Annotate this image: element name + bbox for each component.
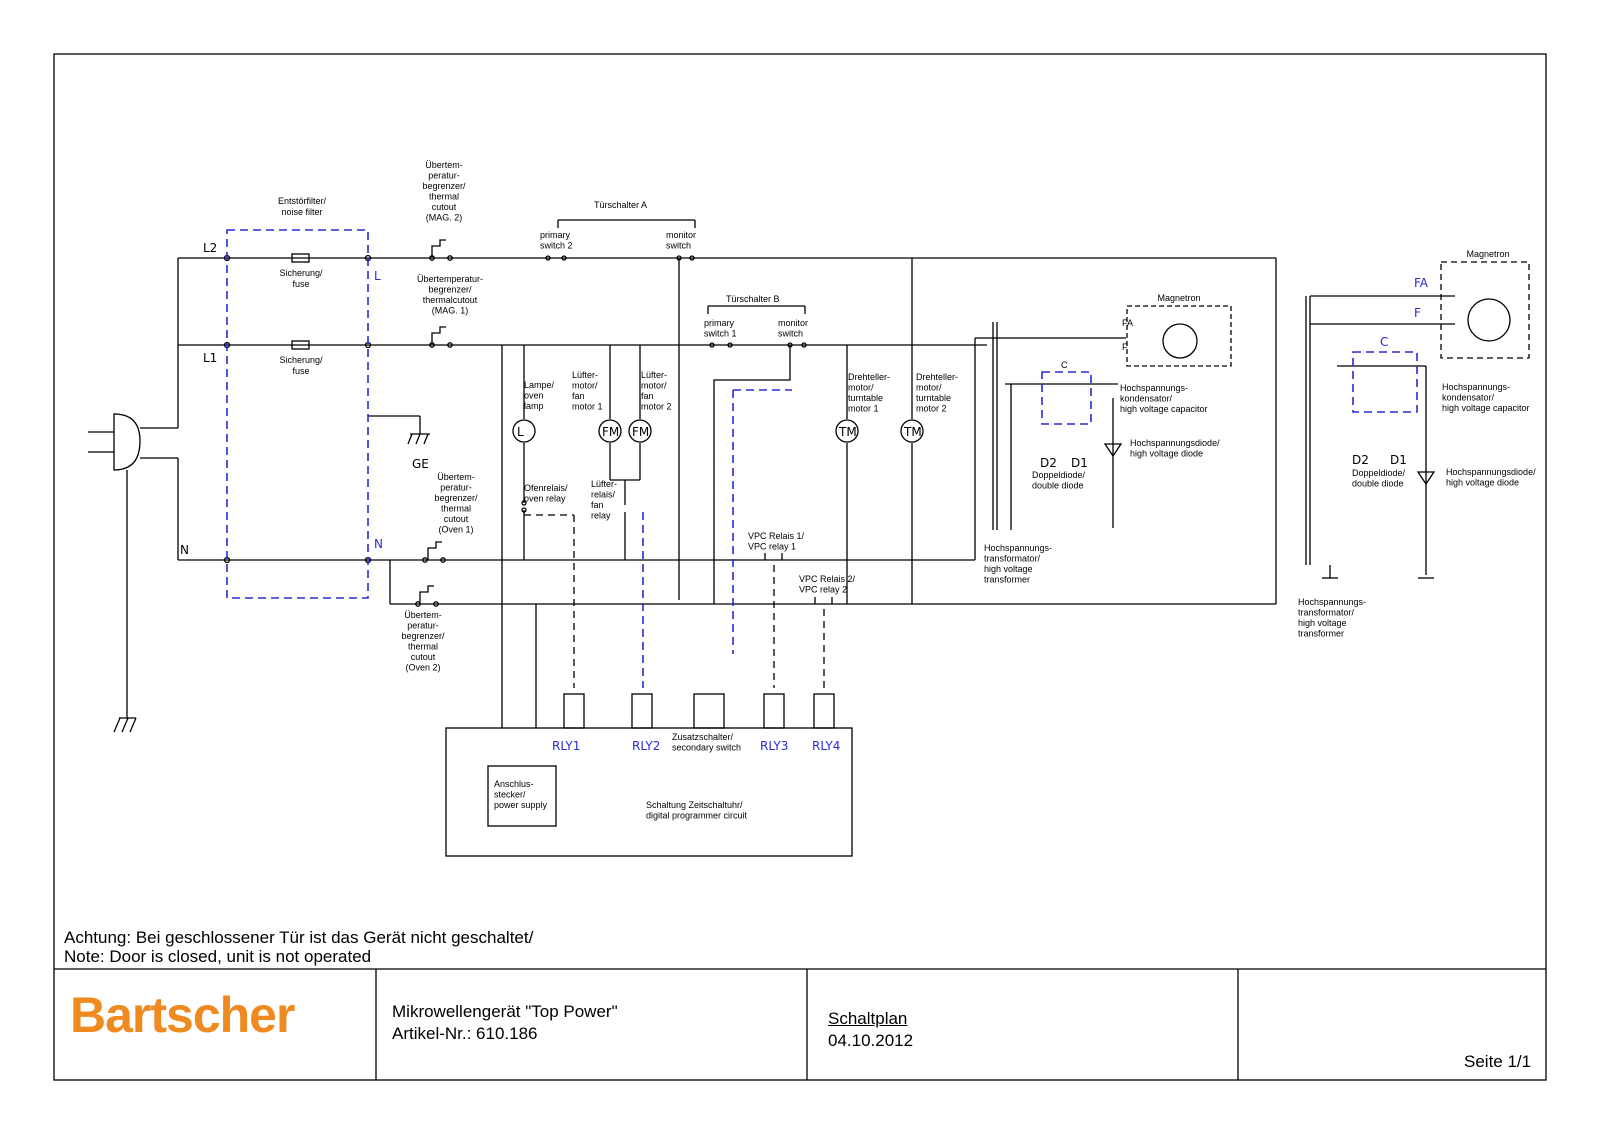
- doppel1-line: Doppeldiode/: [1032, 470, 1086, 480]
- svg-text:fuse: [292, 366, 309, 376]
- vpc2-line: VPC relay 2: [799, 584, 848, 595]
- ueb-mag1-line: Übertemperatur-: [416, 274, 484, 284]
- thermal-cutout-oven1-label: [434, 472, 478, 535]
- ueb-mag1-line: begrenzer/: [428, 284, 472, 295]
- thermal-cutout-oven2: [416, 586, 438, 606]
- luefter1-line: motor/: [572, 380, 598, 391]
- ofenrelais-line: Ofenrelais/: [524, 483, 568, 493]
- hv-cap1-line: high voltage capacitor: [1120, 404, 1208, 414]
- oven-lamp-label: [524, 380, 555, 411]
- hv-trafo1-line: Hochspannungs-: [984, 543, 1053, 553]
- primary-switch-1-label: [704, 318, 737, 339]
- page-number: Seite 1/1: [1464, 1052, 1532, 1071]
- hv-trafo1-line: transformator/: [984, 553, 1041, 564]
- magnetron-2: [1468, 299, 1510, 341]
- rail-l2-label: L2: [203, 241, 218, 255]
- luefter2-line: fan: [641, 391, 654, 401]
- monitor-b-line: switch: [778, 328, 804, 339]
- schaltung-line: digital programmer circuit: [646, 810, 748, 821]
- d2-label-2: D2: [1352, 453, 1369, 467]
- mains-plug: [114, 414, 140, 470]
- turntable-motor-1-symbol: TM: [839, 425, 857, 439]
- primary1-line: switch 1: [704, 328, 737, 339]
- monitor-a-line: switch: [666, 240, 692, 251]
- hv-diode1-line: high voltage diode: [1130, 448, 1204, 459]
- hv-capacitor-1-label: [1120, 383, 1208, 414]
- vpc1-line: VPC Relais 1/: [748, 531, 805, 541]
- hv-trafo2-line: Hochspannungs-: [1298, 597, 1367, 607]
- relay-coil-3: [764, 694, 784, 728]
- relay-4-label: RLY4: [812, 739, 841, 753]
- turntable-motor-1-label: [848, 372, 890, 414]
- ueb-mag2-line: begrenzer/: [422, 181, 466, 191]
- lampe-line: oven: [524, 390, 544, 401]
- thermal-cutout-mag2-label: [422, 160, 466, 223]
- svg-text:Sicherung/: [279, 355, 323, 365]
- svg-text:Sicherung/: [279, 268, 323, 278]
- dreh1-line: Drehteller-: [848, 372, 891, 382]
- thermal-cutout-oven2-label: [401, 610, 445, 673]
- f-label-1: F: [1122, 342, 1128, 352]
- magnetron-2-label: Magnetron: [1466, 249, 1510, 259]
- primary2-line: switch 2: [540, 240, 573, 251]
- ueb-mag1-line: thermalcutout: [422, 295, 478, 305]
- svg-text:Entstörfilter/: [278, 196, 327, 206]
- d1-label-2: D1: [1390, 453, 1407, 467]
- ground-label: GE: [412, 457, 429, 471]
- document-date: 04.10.2012: [828, 1031, 914, 1050]
- thermal-cutout-oven1: [423, 542, 445, 562]
- luefterrelais-line: relay: [591, 510, 611, 521]
- monitor-a-line: monitor: [666, 230, 697, 240]
- lampe-line: lamp: [524, 401, 544, 411]
- dreh2-line: motor 2: [916, 403, 947, 414]
- hv-capacitor-2-label: [1442, 382, 1530, 413]
- hv-diode2-line: Hochspannungsdiode/: [1446, 467, 1536, 477]
- fuse-label-2: fuse: [292, 279, 310, 289]
- doppel2-line: Doppeldiode/: [1352, 468, 1406, 478]
- filter-n-label: N: [374, 537, 383, 551]
- ueb-mag2-line: Übertem-: [425, 160, 463, 170]
- doppel1-line: double diode: [1032, 480, 1084, 491]
- noise-filter-label-1: Entstörfilter/: [277, 196, 327, 206]
- hv-cap2-line: high voltage capacitor: [1442, 403, 1530, 413]
- luefter1-line: motor 1: [572, 401, 603, 412]
- note-line-en: Note: Door is closed, unit is not operated: [64, 947, 372, 966]
- hv-diode1-line: Hochspannungsdiode/: [1130, 438, 1220, 448]
- primary1-line: primary: [704, 318, 735, 328]
- secondary-switch-label: [672, 732, 741, 753]
- d2-label-1: D2: [1040, 456, 1057, 470]
- ueb-mag2-line: thermal: [428, 191, 460, 202]
- programmer-circuit-label: [646, 800, 748, 821]
- note-line-de: Achtung: Bei geschlossener Tür ist das Gerät nicht geschaltet/: [64, 928, 534, 947]
- luefter1-line: fan: [572, 391, 585, 401]
- vpc1-line: VPC relay 1: [748, 541, 797, 552]
- dreh2-line: Drehteller-: [916, 372, 959, 382]
- ueb-oven2-line: begrenzer/: [401, 631, 445, 641]
- relay-coil-2: [632, 694, 652, 728]
- hv-cap1-line: kondensator/: [1120, 393, 1173, 404]
- hv-trafo2-line: high voltage: [1298, 618, 1347, 628]
- ueb-oven1-line: (Oven 1): [438, 524, 474, 535]
- monitor-switch-a-label: [666, 230, 696, 251]
- fan-motor-2-symbol: FM: [632, 425, 650, 439]
- d1-label-1: D1: [1071, 456, 1088, 470]
- ueb-oven2-line: cutout: [410, 652, 436, 662]
- document-type: Schaltplan: [828, 1009, 908, 1028]
- ueb-oven2-line: Übertem-: [404, 610, 442, 620]
- thermal-cutout-mag2: [430, 240, 452, 260]
- luefter2-line: motor 2: [641, 401, 672, 412]
- hv-diode-1-label: [1130, 438, 1220, 459]
- product-name: Mikrowellengerät "Top Power": [392, 1002, 618, 1021]
- ueb-oven2-line: thermal: [407, 641, 439, 652]
- f-label-2: F: [1414, 306, 1421, 320]
- door-switch-a-label: Türschalter A: [594, 200, 648, 210]
- thermal-cutout-mag1: [430, 327, 452, 347]
- hv-cap1-line: Hochspannungs-: [1120, 383, 1189, 393]
- turntable-motor-2-symbol: TM: [904, 425, 922, 439]
- fa-label-1: FA: [1122, 318, 1134, 328]
- magnetron-box-2: [1441, 262, 1529, 358]
- secondary-switch: [694, 694, 724, 728]
- magnetron-1-label: Magnetron: [1157, 293, 1201, 303]
- lampe-line: Lampe/: [524, 380, 555, 390]
- vpc-relay-1-label: [748, 531, 805, 552]
- ofenrelais-line: oven relay: [524, 493, 566, 504]
- ueb-oven1-line: peratur-: [440, 482, 472, 493]
- fuse-label-1: Sicherung/: [279, 268, 323, 278]
- luefterrelais-line: Lüfter-: [591, 479, 618, 489]
- article-number: Artikel-Nr.: 610.186: [392, 1024, 538, 1043]
- luefter1-line: Lüfter-: [572, 370, 599, 380]
- ueb-mag2-line: peratur-: [428, 170, 460, 181]
- fan-relay-label: [591, 479, 617, 521]
- zusatz-line: secondary switch: [672, 742, 742, 753]
- power-supply-label: [494, 779, 548, 810]
- monitor-b-line: monitor: [778, 318, 809, 328]
- capacitor-c-label-2: C: [1380, 335, 1389, 349]
- hv-trafo2-line: transformer: [1298, 628, 1345, 639]
- luefter2-line: Lüfter-: [641, 370, 668, 380]
- rail-n-label: N: [180, 543, 189, 557]
- fan-motor-2-label: [641, 370, 672, 412]
- ueb-oven1-line: Übertem-: [437, 472, 475, 482]
- luefter2-line: motor/: [641, 380, 667, 391]
- ueb-mag2-line: cutout: [431, 202, 457, 212]
- luefterrelais-line: fan: [591, 500, 604, 510]
- fan-motor-1-symbol: FM: [602, 425, 620, 439]
- fuse-label-4: fuse: [292, 366, 310, 376]
- capacitor-c-label-1: C: [1061, 360, 1068, 370]
- anschluss-line: power supply: [494, 800, 548, 810]
- bartscher-logo: Bartscher: [70, 987, 295, 1043]
- relay-coil-4: [814, 694, 834, 728]
- ueb-mag1-line: (MAG. 1): [431, 305, 469, 316]
- noise-filter-label-2: noise filter: [281, 207, 323, 217]
- hv-transformer-2-label: [1298, 597, 1366, 639]
- ueb-oven1-line: begrenzer/: [434, 493, 478, 503]
- ueb-oven1-line: cutout: [443, 514, 469, 524]
- fan-motor-1-label: [572, 370, 603, 412]
- sheet-frame: [54, 54, 1546, 1080]
- rail-l1-label: L1: [203, 351, 218, 365]
- magnetron-1: [1163, 324, 1197, 358]
- fuse-label-3: Sicherung/: [279, 355, 323, 365]
- primary-switch-2-label: [540, 230, 573, 251]
- double-diode-1-label: [1032, 470, 1086, 491]
- ueb-oven2-line: (Oven 2): [405, 662, 441, 673]
- hv-trafo1-line: transformer: [984, 574, 1031, 585]
- svg-text:noise filter: [281, 207, 322, 217]
- fa-label-2: FA: [1414, 276, 1429, 290]
- dreh1-line: motor/: [848, 382, 874, 393]
- thermal-cutout-mag1-label: [417, 274, 483, 316]
- double-diode-2-label: [1352, 468, 1406, 489]
- magnetron-box-1: [1127, 306, 1231, 366]
- relay-coil-1: [564, 694, 584, 728]
- hv-diode-2-label: [1446, 467, 1536, 488]
- ueb-oven2-line: peratur-: [407, 620, 439, 631]
- vpc2-line: VPC Relais 2/: [799, 574, 856, 584]
- ueb-oven1-line: thermal: [440, 503, 472, 514]
- hv-diode2-line: high voltage diode: [1446, 477, 1520, 488]
- relay-2-label: RLY2: [632, 739, 661, 753]
- ueb-mag2-line: (MAG. 2): [425, 212, 463, 223]
- dreh2-line: motor/: [916, 382, 942, 393]
- door-switch-b-label: Türschalter B: [726, 294, 780, 304]
- doppel2-line: double diode: [1352, 478, 1404, 489]
- dreh1-line: turntable: [848, 393, 884, 403]
- relay-3-label: RLY3: [760, 739, 789, 753]
- turntable-motor-2-label: [916, 372, 958, 414]
- monitor-switch-b-label: [778, 318, 808, 339]
- oven-relay-label: [524, 483, 568, 504]
- dreh2-line: turntable: [916, 393, 952, 403]
- dreh1-line: motor 1: [848, 403, 879, 414]
- filter-l-label: L: [374, 269, 381, 283]
- hv-cap2-line: Hochspannungs-: [1442, 382, 1511, 392]
- luefterrelais-line: relais/: [591, 489, 616, 500]
- svg-text:fuse: [292, 279, 309, 289]
- relay-1-label: RLY1: [552, 739, 581, 753]
- hv-cap2-line: kondensator/: [1442, 392, 1495, 403]
- anschluss-line: stecker/: [494, 789, 526, 800]
- schaltung-line: Schaltung Zeitschaltuhr/: [646, 800, 743, 810]
- zusatz-line: Zusatzschalter/: [672, 732, 734, 742]
- hv-transformer-1-label: [984, 543, 1052, 585]
- hv-trafo1-line: high voltage: [984, 564, 1033, 574]
- primary2-line: primary: [540, 230, 571, 240]
- anschluss-line: Anschlus-: [494, 779, 534, 789]
- hv-trafo2-line: transformator/: [1298, 607, 1355, 618]
- lamp-symbol: L: [517, 425, 524, 439]
